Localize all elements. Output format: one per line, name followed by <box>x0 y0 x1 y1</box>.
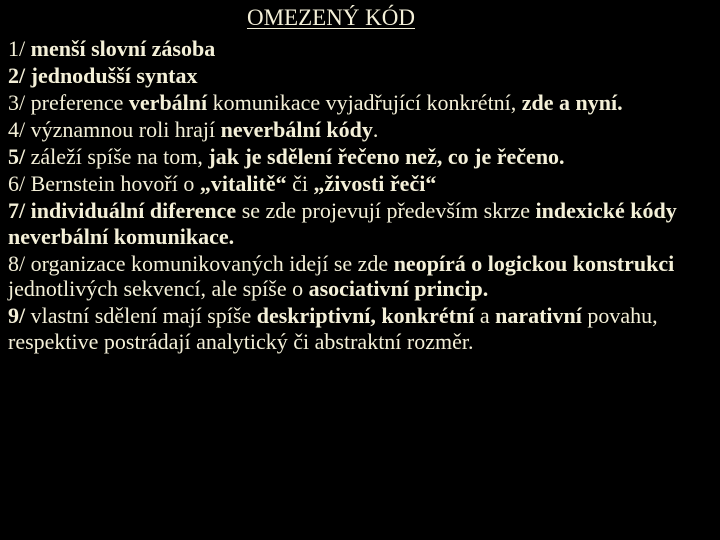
point-text-emphasis: narativní <box>495 303 582 328</box>
point-item <box>8 303 716 354</box>
point-text: jednotlivých sekvencí, ale spíše o <box>8 276 309 301</box>
point-text: . <box>372 117 379 142</box>
point-text: 1/ <box>8 36 31 61</box>
point-text-emphasis: neopírá o logickou konstrukci <box>393 250 675 276</box>
point-text: 8/ organizace komunikovaných idejí se zde <box>8 250 394 276</box>
point-text-emphasis: 5/ <box>8 144 26 169</box>
point-text: 4/ významnou roli hrají <box>8 117 221 142</box>
point-text: záleží spíše na tom, <box>25 144 209 169</box>
point-text-emphasis: deskriptivní, konkrétní <box>256 303 475 328</box>
point-text: či <box>286 171 314 196</box>
point-item <box>8 117 716 143</box>
point-text-emphasis: 7/ individuální diference <box>8 198 237 223</box>
point-text-emphasis: jak je sdělení řečeno než, co je řečeno. <box>208 144 565 169</box>
point-text-emphasis: 2/ jednodušší syntax <box>8 63 198 88</box>
point-text: a <box>474 303 496 328</box>
point-item <box>8 36 716 62</box>
point-text: se zde projevují především skrze <box>236 198 536 223</box>
point-text: vlastní sdělení mají spíše <box>25 303 257 328</box>
point-text-emphasis: asociativní princip. <box>308 276 489 301</box>
point-text: komunikace vyjadřující konkrétní, <box>207 90 522 115</box>
point-item <box>8 90 716 116</box>
point-text-emphasis: neverbální kódy <box>220 117 373 142</box>
point-text-emphasis: 9/ <box>8 303 26 328</box>
point-text-emphasis: indexické kódy neverbální komunikace. <box>8 198 677 249</box>
point-item <box>8 171 716 197</box>
point-text-emphasis: „vitalitě“ <box>199 171 287 196</box>
slide-title: OMEZENÝ KÓD <box>246 5 415 30</box>
point-text-emphasis: verbální <box>128 90 208 115</box>
point-item <box>8 144 716 170</box>
point-item <box>8 251 716 302</box>
point-text: 3/ preference <box>8 90 129 115</box>
point-list <box>8 36 716 356</box>
point-text-emphasis: menší slovní zásoba <box>30 36 216 61</box>
point-text: 6/ Bernstein hovoří o <box>8 171 200 196</box>
point-text-emphasis: zde a nyní. <box>521 90 623 115</box>
point-item <box>8 63 716 89</box>
point-item <box>8 198 716 249</box>
point-text: povahu, respektive postrádají analytický či abstraktní rozměr. <box>8 303 658 354</box>
point-text-emphasis: „živosti řeči“ <box>313 171 437 196</box>
